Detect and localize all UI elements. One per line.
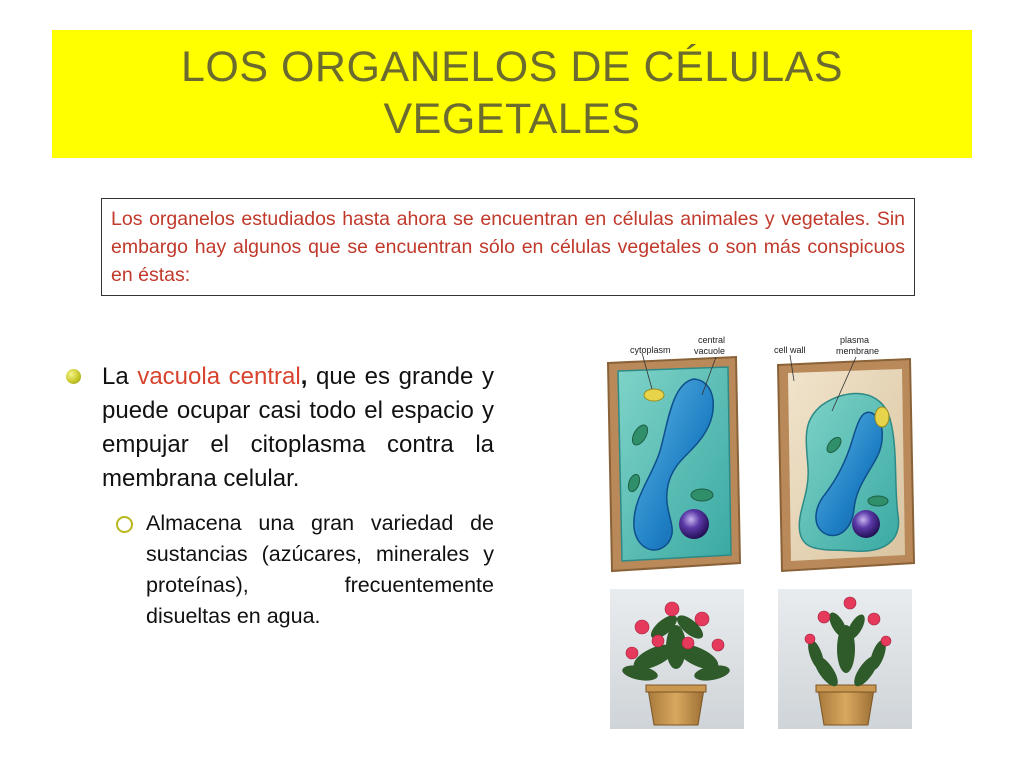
bullet-vacuole xyxy=(62,360,494,496)
bullet-ring-icon xyxy=(116,516,133,533)
bullet-comma: , xyxy=(300,363,308,390)
bullet-rest: que es grande y puede ocupar casi todo el espacio y empujar el citoplasma contra la membrana celular. xyxy=(102,363,494,492)
title-banner xyxy=(52,30,972,158)
label-plasma-1: plasma xyxy=(840,335,870,345)
label-cytoplasm: cytoplasm xyxy=(630,345,671,355)
wilted-plant-photo xyxy=(778,589,912,729)
sub-bullet-storage xyxy=(62,508,494,632)
bullet-dot-icon xyxy=(66,369,81,384)
label-plasma-2: membrane xyxy=(836,346,880,356)
sub-bullet-text: Almacena una gran variedad de sustancias (azúcares, minerales y proteínas), frecuentemente disueltas en agua. xyxy=(146,511,494,628)
turgid-cell xyxy=(608,335,740,571)
bullet-list xyxy=(62,360,494,632)
label-central-2: vacuole xyxy=(694,346,726,356)
healthy-plant-photo xyxy=(610,589,744,729)
slide-title xyxy=(52,41,972,145)
plant-cell-figure xyxy=(594,327,944,732)
label-central-1: central xyxy=(698,335,726,345)
intro-text-box: Los organelos estudiados hasta ahora se encuentran en células animales y vegetales. Sin embargo hay algunos que se encuentran sólo en células vegetales o son más conspicuos en éstas: xyxy=(101,198,915,296)
title-line-2: VEGETALES xyxy=(383,95,641,143)
bullet-highlight: vacuola central xyxy=(137,363,301,390)
label-cell-wall: cell wall xyxy=(774,345,806,355)
figure-svg xyxy=(594,327,944,732)
bullet-prefix: La xyxy=(102,363,129,390)
plasmolysed-cell xyxy=(774,335,914,571)
title-line-1: LOS ORGANELOS DE CÉLULAS xyxy=(181,43,843,91)
